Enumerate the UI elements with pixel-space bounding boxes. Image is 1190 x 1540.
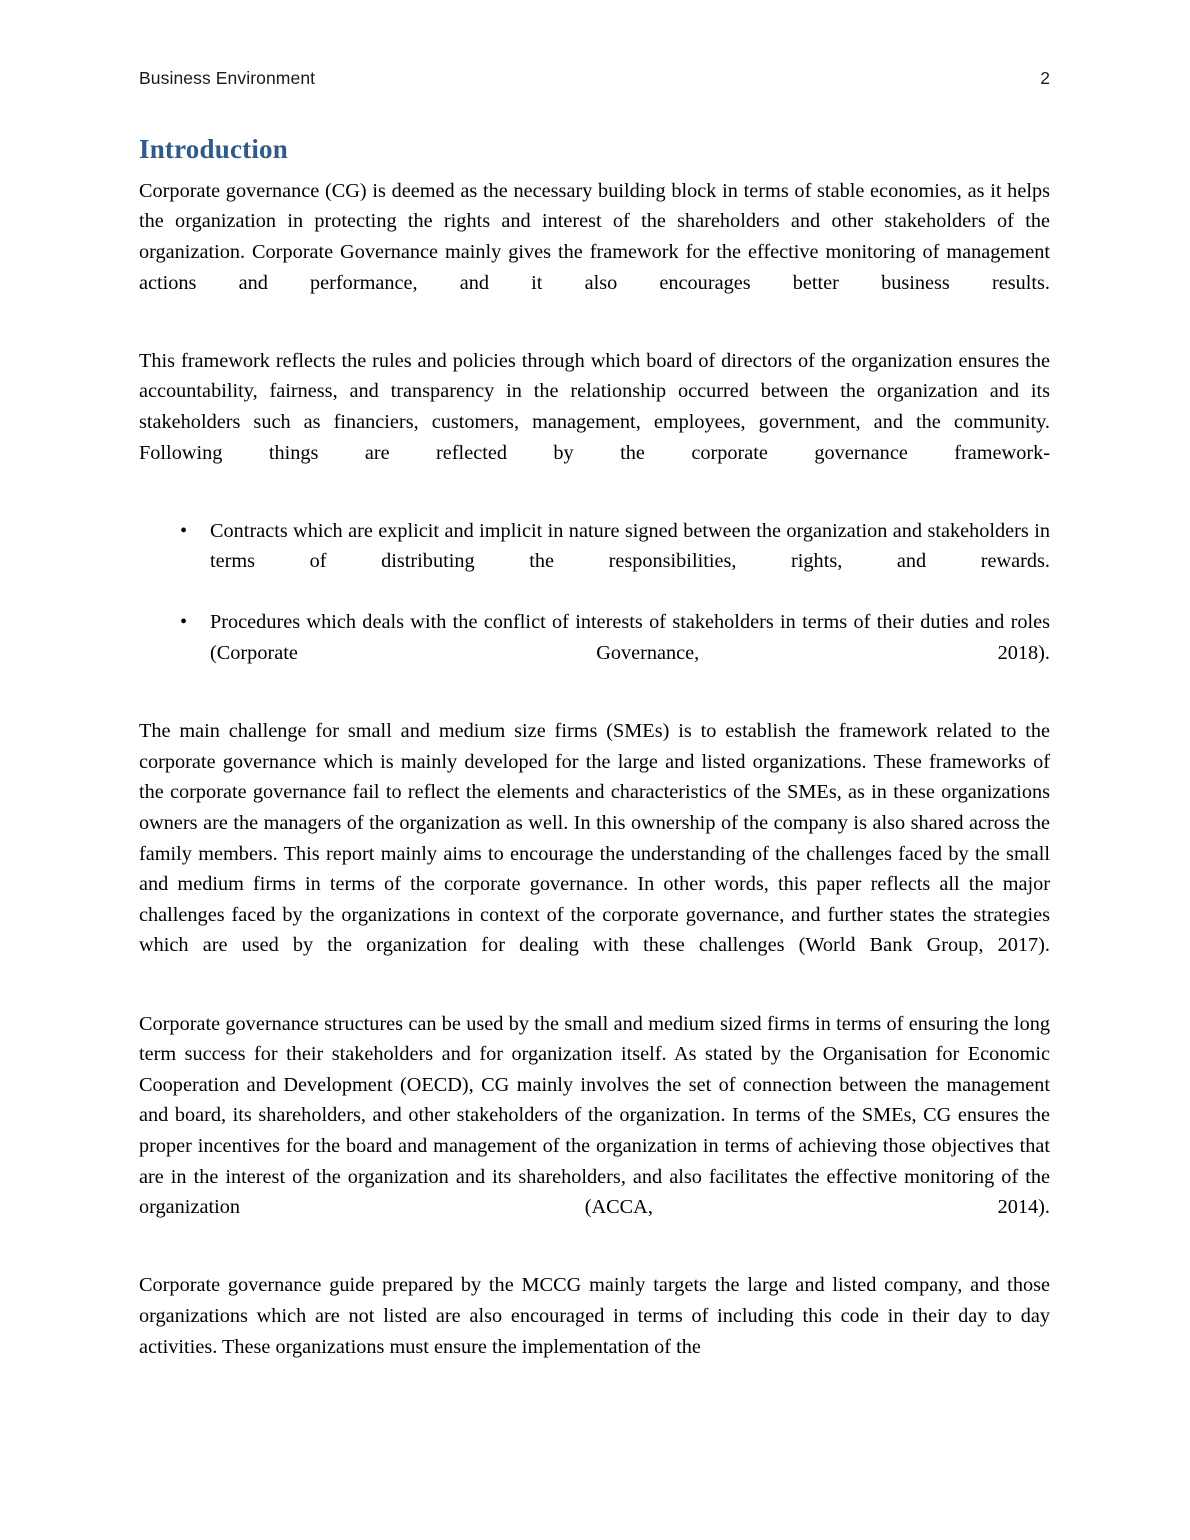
page-title: Introduction xyxy=(139,134,288,164)
bullet-point-icon: • xyxy=(180,611,188,634)
bullet-point-icon: • xyxy=(180,519,188,542)
list-item-label: Procedures which deals with the conflict of interests of stakeholders in terms of their duties and roles (Corporate Governance, 2018). xyxy=(210,611,1050,665)
paragraph-framework-reflects: This framework reflects the rules and policies through which board of directors of the organization ensures the accountability, fairness, and transparency in the relationship occurred between the organization and its stakeholders such as financiers, customers, management, employees, government, and the community. Following things are reflected by the corporate governance framework- xyxy=(139,349,1050,464)
paragraph-cg-structures-oecd: Corporate governance structures can be used by the small and medium sized firms in terms of ensuring the long term success for their stakeholders and for organization itself. As stated by the Organisation for Economic Cooperation and Development (OECD), CG mainly involves the set of connection between the management and board, its shareholders, and other stakeholders of the organization. In terms of the SMEs, CG ensures the proper incentives for the board and management of the organization in terms of achieving those objectives that are in the interest of the organization and its shareholders, and also facilitates the effective monitoring of the organization (ACCA, 2014). xyxy=(139,1012,1050,1219)
running-header xyxy=(139,68,1050,89)
paragraph-mccg-guide: Corporate governance guide prepared by the MCCG mainly targets the large and listed company, and those organizations which are not listed are also encouraged in terms of including this code in their day to day activities. These organizations must ensure the implementation of the xyxy=(139,1274,1050,1358)
header-page-number: 2 xyxy=(1040,68,1050,88)
paragraph-intro-definition: Corporate governance (CG) is deemed as the necessary building block in terms of stable economies, as it helps the organization in protecting the rights and interest of the shareholders and other stakeholders of the organization. Corporate Governance mainly gives the framework for the effective monitoring of management actions and performance, and it also encourages better business results. xyxy=(139,179,1050,294)
list-item-label: Contracts which are explicit and implicit in nature signed between the organization and stakeholders in terms of distributing the responsibilities, rights, and rewards. xyxy=(210,519,1050,573)
list-item xyxy=(139,607,1050,699)
framework-bullet-list xyxy=(139,516,1050,700)
header-document-title: Business Environment xyxy=(139,68,316,88)
paragraph-sme-challenge: The main challenge for small and medium size firms (SMEs) is to establish the framework related to the corporate governance which is mainly developed for the large and listed organizations. These frameworks of the corporate governance fail to reflect the elements and characteristics of the SMEs, as in these organizations owners are the managers of the organization as well. In this ownership of the company is also shared across the family members. This report mainly aims to encourage the understanding of the challenges faced by the small and medium firms in terms of the corporate governance. In other words, this paper reflects all the major challenges faced by the organizations in context of the corporate governance, and further states the strategies which are used by the organization for dealing with these challenges (World Bank Group, 2017). xyxy=(139,720,1050,957)
list-item xyxy=(139,516,1050,608)
document-body xyxy=(139,133,1050,1362)
